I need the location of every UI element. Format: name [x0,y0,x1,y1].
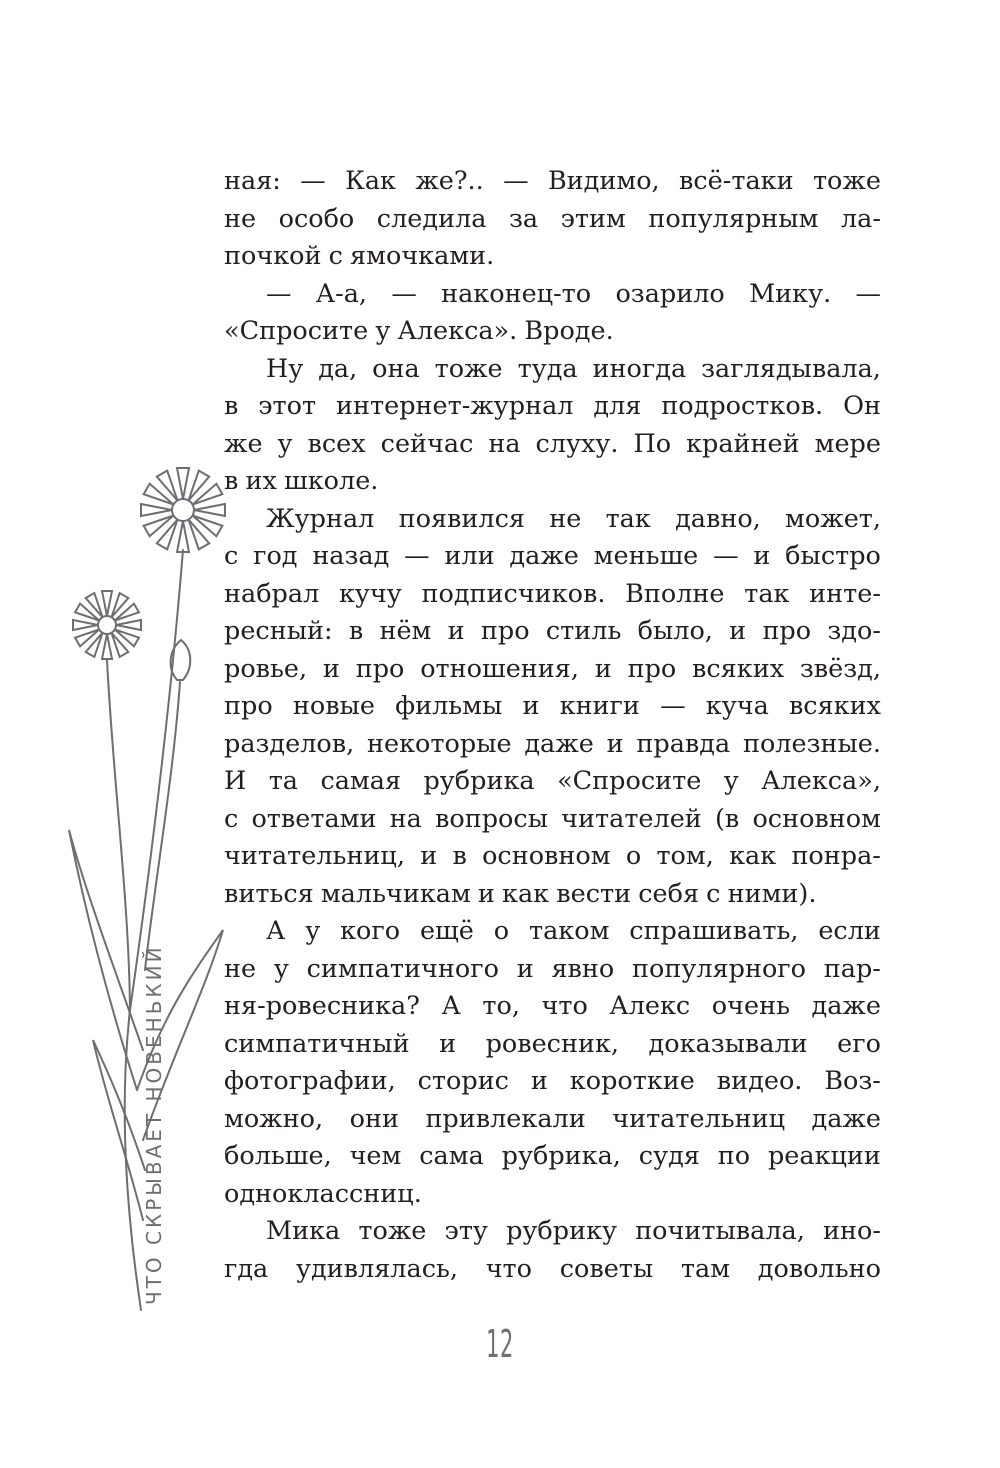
word: не [549,503,582,534]
word: тоже [358,1216,427,1246]
word: всех [307,428,366,459]
word: следила [376,203,487,234]
word: и [322,653,340,684]
word: по [717,1141,751,1171]
word: Ну [266,353,304,384]
word: как [729,841,777,871]
word: популярного [632,953,807,984]
word: полезные. [742,728,881,759]
text-line [224,1213,881,1251]
word: ресный: [224,616,333,646]
word: очень [711,991,790,1021]
word: меньше [593,541,699,571]
text-line [224,988,881,1026]
word: же?.. [415,166,484,196]
word: мере [814,428,881,459]
word: ная: [224,166,281,196]
word: ними). [727,878,817,909]
word: больше, [224,1141,332,1171]
word: популярным [648,203,819,234]
word: озарило [615,278,725,309]
word: про [355,653,405,684]
word: — [404,541,430,571]
text-line [224,463,881,501]
word: читательниц [612,1103,786,1134]
word: с [328,241,343,271]
word: подписчиков. [421,578,606,609]
word: отношения, [420,653,579,684]
word: тоже [434,353,503,384]
text-line [224,726,881,764]
word: этим [560,203,626,234]
word: Как [345,166,396,196]
word: появился [398,503,525,534]
top-daisy-icon [141,468,225,552]
word: ня-ровесника? [224,991,420,1021]
word: рубрику [506,1216,618,1246]
word: Мику. [749,278,832,309]
word: заглядывала, [701,353,881,384]
text-line [224,651,881,689]
word: ровье, [224,653,308,684]
text-line [224,576,881,614]
text-line [224,163,881,201]
word: она [372,353,420,384]
word: и [447,616,465,646]
text-line [224,201,881,239]
text-line [224,913,881,951]
word: короткие [569,1066,695,1096]
word: вести [556,878,632,909]
word: что [541,991,588,1021]
word: для [593,391,642,421]
text-line [224,501,881,539]
word: почитывала, [635,1216,805,1246]
word: не [224,203,257,234]
word: Алекс [609,991,691,1021]
word: давно, [675,503,761,534]
word: его [837,1028,881,1059]
word: и [439,1028,457,1059]
word: Алекса». [397,316,518,346]
text-line [224,238,881,276]
text-line [224,426,881,464]
word: правда [636,728,731,759]
word: и [753,541,771,571]
word: звёзд, [799,653,881,684]
word: если [818,916,881,946]
word: ино- [823,1216,881,1246]
word: в [224,391,239,421]
word: и [516,953,534,984]
body-text [224,163,881,1288]
word: тоже [812,166,881,196]
text-line [224,838,881,876]
word: — [300,166,326,196]
word: же [224,428,263,459]
word: рубрика [423,766,535,796]
word: слуху. [535,428,619,459]
word: читательниц, [224,841,405,871]
word: спрашивать, [629,916,799,946]
word: назад [312,541,390,571]
word: и [606,728,624,759]
text-line [224,613,881,651]
word: они [349,1103,399,1134]
word: и [477,878,495,909]
text-line [224,1138,881,1176]
word: ещё [419,916,474,946]
word: можно, [224,1103,324,1134]
word: даже [811,1103,881,1134]
text-line [224,1101,881,1139]
word: за [508,203,539,234]
text-line [224,688,881,726]
word: новые [292,691,375,721]
word: про [224,691,273,721]
word: виться [224,878,314,909]
word: про [480,616,530,646]
word: о [625,841,642,871]
word: в [348,616,364,646]
word: та [268,766,298,796]
word: всё-таки [679,166,794,196]
word: Вполне [625,578,725,609]
word: с [224,541,239,571]
text-line [224,763,881,801]
word: здо- [827,616,881,646]
word: год [253,541,298,571]
word: быстро [785,541,881,571]
word: так [605,503,651,534]
text-line [224,1063,881,1101]
word: некоторые [367,728,512,759]
text-line [224,1176,881,1214]
word: у [375,316,391,346]
word: наконец-то [441,278,592,309]
word: читателей [561,803,702,834]
word: их [245,466,277,496]
word: довольно [757,1253,881,1284]
word: ровесник, [485,1028,620,1059]
word: мальчикам [320,878,471,909]
word: Мика [266,1216,341,1246]
word: в [452,841,467,871]
word: сама [419,1141,484,1171]
lower-daisy-icon [73,591,141,659]
word: И [224,766,247,796]
word: — [266,278,292,309]
word: как [502,878,550,909]
text-line [224,1026,881,1064]
word: в [224,466,239,496]
word: самая [320,766,402,796]
word: чем [349,1141,402,1171]
word: инте- [809,578,881,609]
word: фильмы [395,691,503,721]
word: иногда [592,353,687,384]
word: этот [258,391,317,421]
text-line [224,313,881,351]
word: туда [517,353,578,384]
word: — [503,166,529,196]
word: судя [638,1141,700,1171]
word: крайней [686,428,800,459]
word: то, [482,991,520,1021]
word: с [706,878,721,909]
word: пар- [823,953,881,984]
word: там [680,1253,731,1284]
word: ямочками. [350,241,495,271]
word: гда [224,1253,269,1284]
word: и [420,841,438,871]
word: почкой [224,241,322,271]
word: А [441,991,461,1021]
word: или [444,541,495,571]
word: сейчас [380,428,474,459]
text-line [224,538,881,576]
word: привлекали [425,1103,586,1134]
word: А-а, [315,278,368,309]
word: на [389,803,422,834]
word: так [744,578,790,609]
word: таком [528,916,610,946]
word: том, [656,841,714,871]
word: явно [551,953,615,984]
word: на [488,428,521,459]
word: про [762,616,812,646]
running-title: ЧТО СКРЫВАЕТ НОВЕНЬКИЙ [142,944,166,1305]
word: про [627,653,677,684]
word: Алекса», [761,766,881,796]
word: — [660,691,686,721]
word: «Спросите [224,316,369,346]
word: видео. [716,1066,803,1096]
word: особо [278,203,355,234]
word: доказывали [648,1028,808,1059]
word: симпатичного [306,953,499,984]
word: у [723,766,739,796]
word: понра- [791,841,881,871]
text-line [224,876,881,914]
word: у [273,953,289,984]
text-line [224,801,881,839]
word: А [266,916,286,946]
word: набрал [224,578,320,609]
word: всяких [788,691,881,721]
text-line [224,388,881,426]
word: сторис [417,1066,509,1096]
word: кучу [338,578,402,609]
word: у [277,428,293,459]
word: удивлялась, [295,1253,458,1284]
page-number: 12 [486,1322,514,1366]
word: даже [811,991,881,1021]
word: — [713,541,739,571]
word: о [493,916,510,946]
word: и [729,616,747,646]
word: основном [482,841,611,871]
word: подростков. [661,391,824,421]
word: куча [705,691,769,721]
word: и [530,1066,548,1096]
word: да, [318,353,358,384]
word: всяких [692,653,785,684]
word: с [224,803,239,834]
word: кого [340,916,401,946]
word: ответами [251,803,377,834]
word: не [224,953,257,984]
word: реакции [767,1141,881,1171]
text-line [224,351,881,389]
word: книги [559,691,640,721]
word: и [594,653,612,684]
word: вопросы [435,803,548,834]
word: себя [638,878,700,909]
word: ла- [840,203,881,234]
word: — [391,278,417,309]
text-line [224,951,881,989]
word: рубрика, [501,1141,621,1171]
text-line [224,276,881,314]
word: эту [444,1216,488,1246]
word: школе. [284,466,379,496]
word: Видимо, [547,166,660,196]
word: даже [524,728,594,759]
word: даже [509,541,579,571]
word: (в [714,803,740,834]
word: Вроде. [524,316,614,346]
text-line [224,1251,881,1289]
word: основном [752,803,881,834]
word: «Спросите [557,766,702,796]
word: Журнал [266,503,375,534]
word: По [633,428,672,459]
word: было, [637,616,713,646]
word: советы [559,1253,654,1284]
word: интернет-журнал [336,391,574,421]
word: фотографии, [224,1066,396,1096]
word: Воз- [824,1066,881,1096]
word: одноклассниц. [224,1178,422,1209]
word: симпатичный [224,1028,410,1059]
word: нём [379,616,432,646]
word: у [305,916,321,946]
word: Он [843,391,881,421]
word: может, [785,503,881,534]
word: и [522,691,540,721]
word: что [485,1253,533,1284]
word: — [855,278,881,309]
word: разделов, [224,728,355,759]
word: стиль [545,616,622,646]
